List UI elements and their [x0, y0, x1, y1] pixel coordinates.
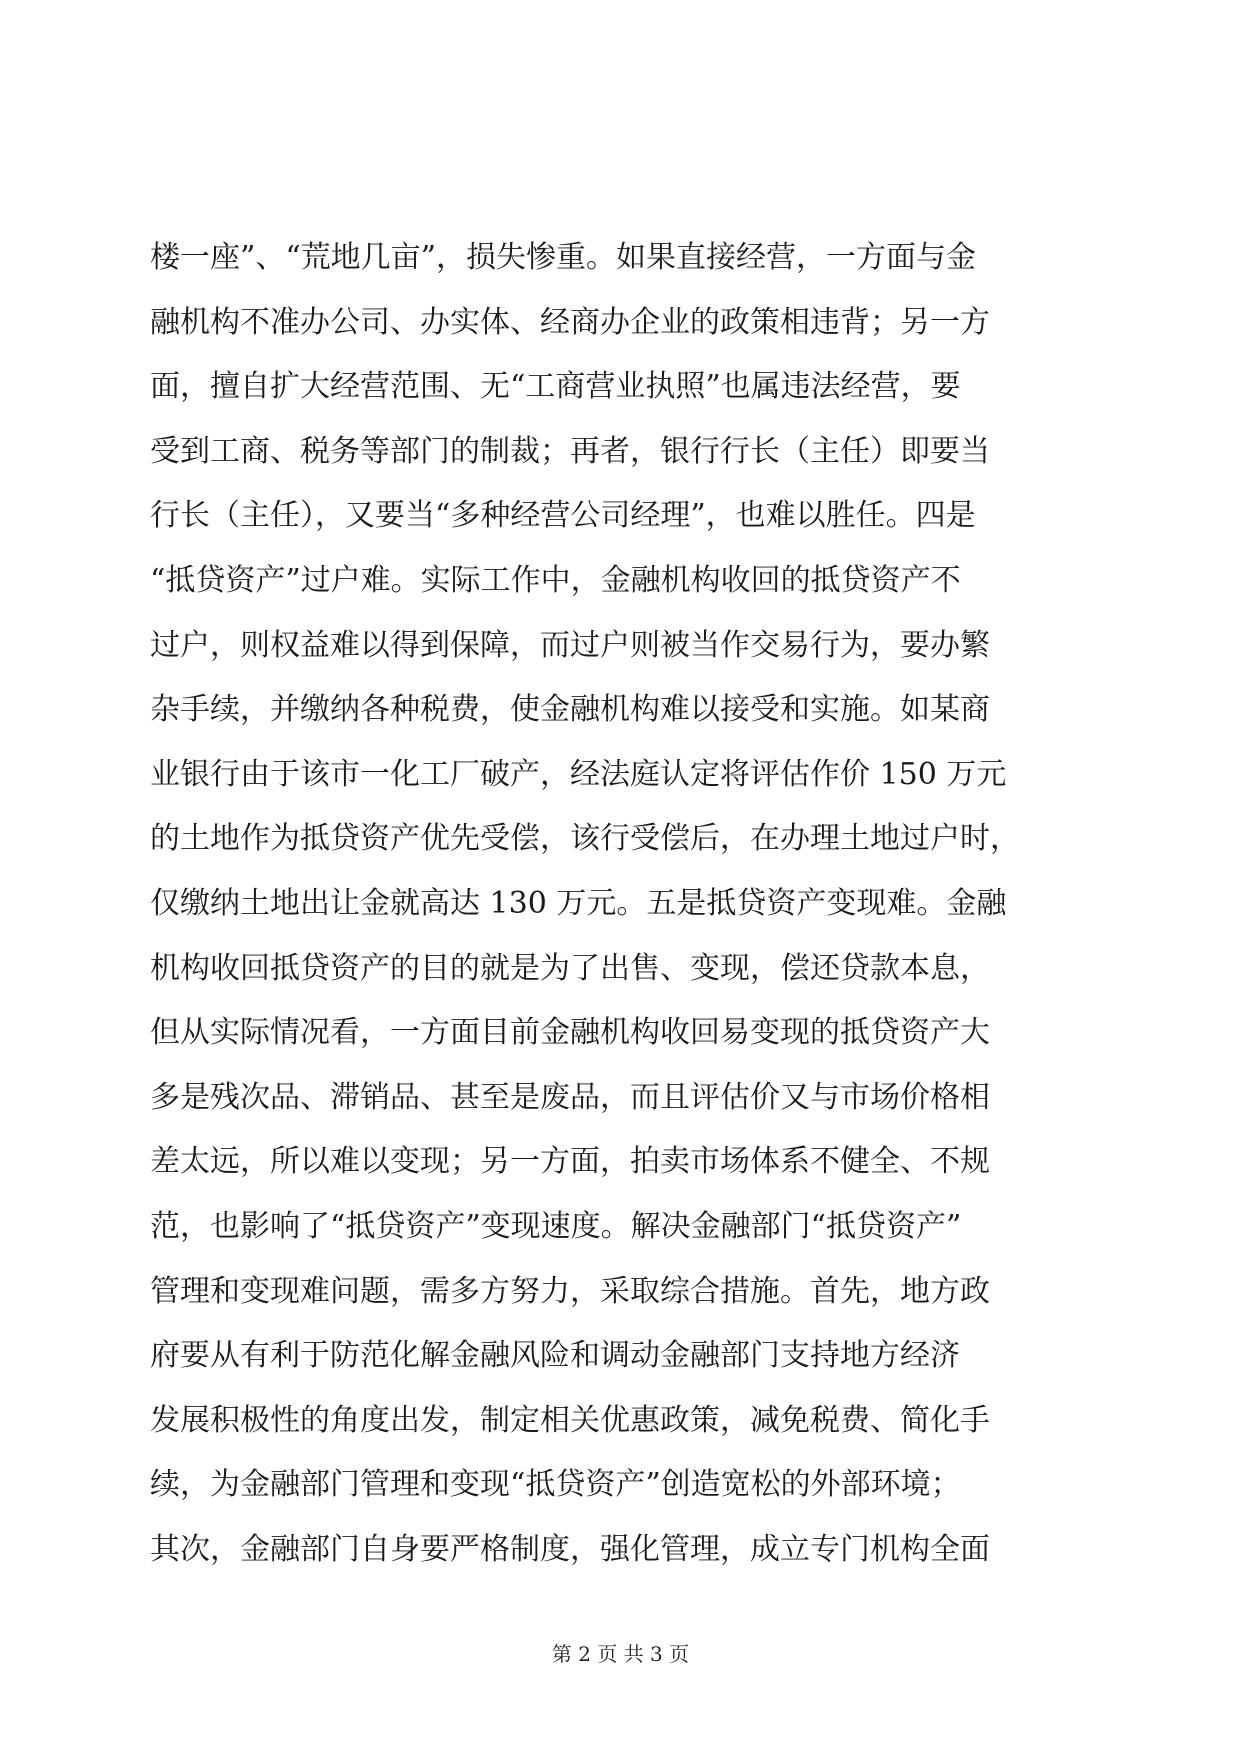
text-line: “抵贷资产”过户难。实际工作中，金融机构收回的抵贷资产不 — [150, 562, 961, 598]
text-line: 行长（主任），又要当“多种经营公司经理”，也难以胜任。四是 — [150, 498, 976, 534]
text-line: 机构收回抵贷资产的目的就是为了出售、变现，偿还贷款本息， — [150, 950, 990, 986]
text-line: 杂手续，并缴纳各种税费，使金融机构难以接受和实施。如某商 — [150, 692, 990, 728]
text-line: 范，也影响了“抵贷资产”变现速度。解决金融部门“抵贷资产” — [150, 1208, 962, 1244]
text-line: 受到工商、税务等部门的制裁；再者，银行行长（主任）即要当 — [150, 433, 990, 469]
text-line: 过户，则权益难以得到保障，而过户则被当作交易行为，要办繁 — [150, 627, 990, 663]
text-line: 管理和变现难问题，需多方努力，采取综合措施。首先，地方政 — [150, 1273, 990, 1309]
text-line: 续，为金融部门管理和变现“抵贷资产”创造宽松的外部环境； — [150, 1467, 961, 1503]
text-line: 楼一座”、“荒地几亩”，损失惨重。如果直接经营，一方面与金 — [150, 240, 977, 275]
text-line: 差太远，所以难以变现；另一方面，拍卖市场体系不健全、不规 — [150, 1144, 990, 1180]
text-line: 的土地作为抵贷资产优先受偿，该行受偿后，在办理土地过户时， — [150, 821, 1020, 857]
body-text — [150, 226, 1095, 1582]
text-line: 仅缴纳土地出让金就高达 130 万元。五是抵贷资产变现难。金融 — [150, 885, 1007, 921]
text-line: 融机构不准办公司、办实体、经商办企业的政策相违背；另一方 — [150, 304, 990, 340]
text-line: 发展积极性的角度出发，制定相关优惠政策，减免税费、简化手 — [150, 1402, 990, 1438]
text-line: 业银行由于该市一化工厂破产，经法庭认定将评估作价 150 万元 — [150, 756, 1007, 792]
text-line: 但从实际情况看，一方面目前金融机构收回易变现的抵贷资产大 — [150, 1015, 990, 1051]
text-line: 其次，金融部门自身要严格制度，强化管理，成立专门机构全面 — [150, 1531, 990, 1567]
text-line: 多是残次品、滞销品、甚至是废品，而且评估价又与市场价格相 — [150, 1079, 990, 1115]
text-line: 面，擅自扩大经营范围、无“工商营业执照”也属违法经营，要 — [150, 369, 961, 405]
page-number-footer: 第 2 页 共 3 页 — [551, 1642, 690, 1666]
text-line: 府要从有利于防范化解金融风险和调动金融部门支持地方经济 — [150, 1338, 960, 1374]
